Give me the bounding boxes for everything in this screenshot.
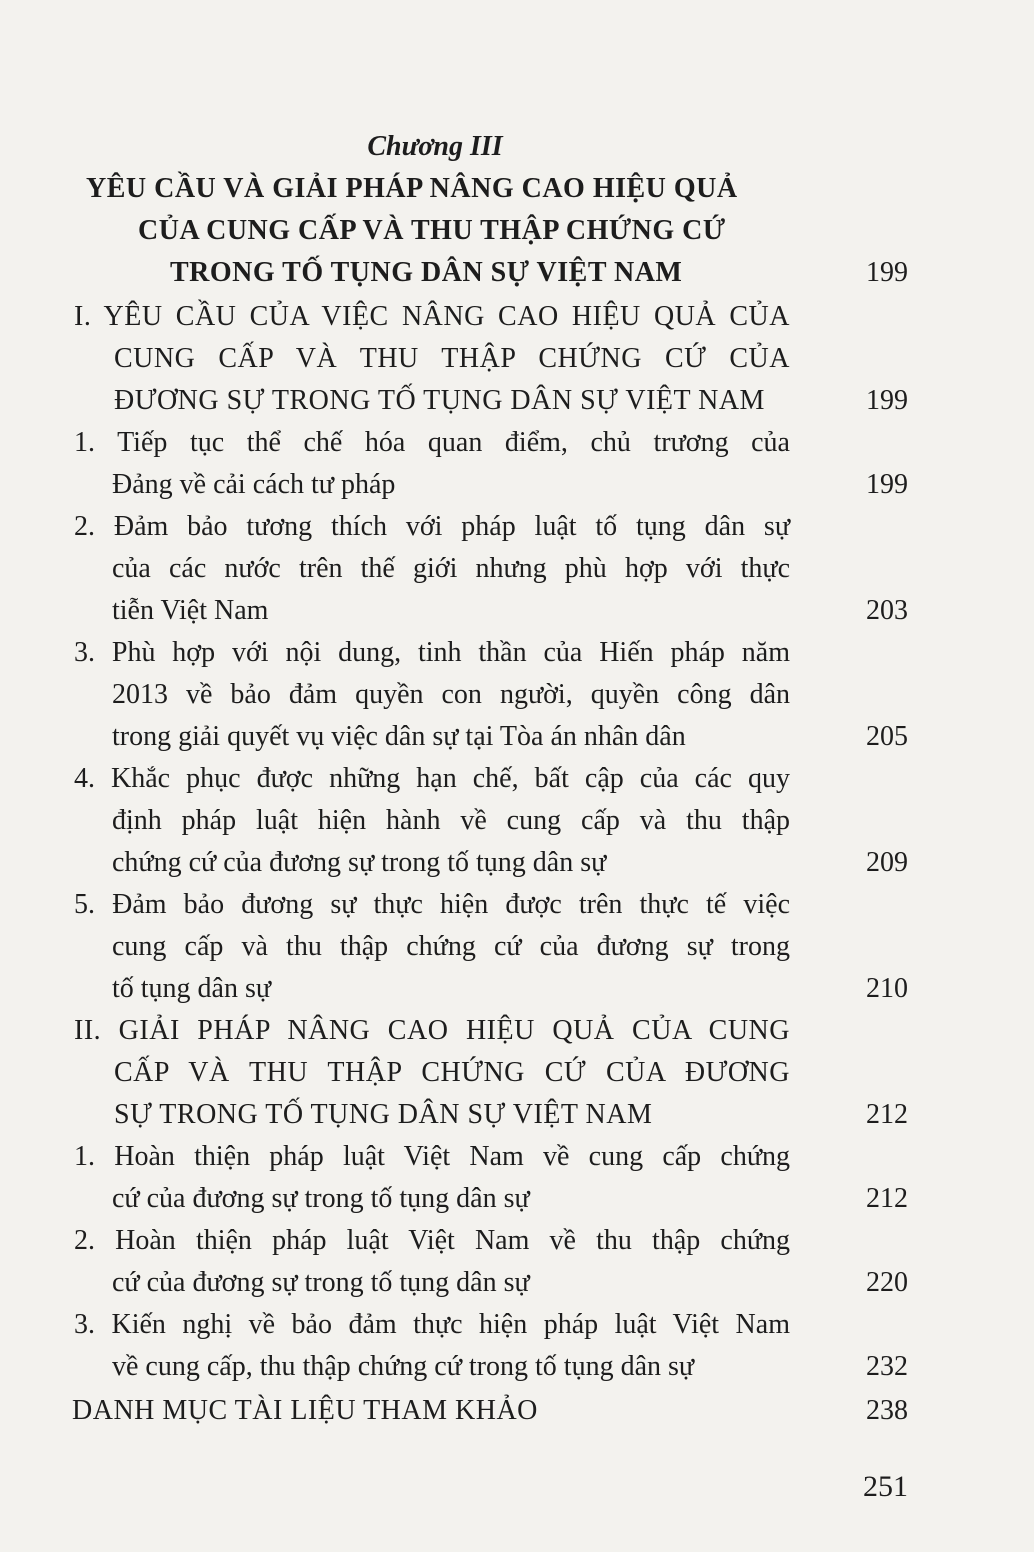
toc-entry-I-2-line-2: của các nước trên thế giới nhưng phù hợp với thực [112, 553, 790, 584]
toc-entry-I-3-line-2: 2013 về bảo đảm quyền con người, quyền công dân [112, 679, 790, 710]
toc-entry-I-line-3: ĐƯƠNG SỰ TRONG TỐ TỤNG DÂN SỰ VIỆT NAM [114, 385, 765, 416]
toc-entry-I-3-line-3: trong giải quyết vụ việc dân sự tại Tòa án nhân dân [112, 721, 686, 752]
toc-entry-I-3-page: 205 [866, 721, 908, 752]
toc-entry-II-line-2: CẤP VÀ THU THẬP CHỨNG CỨ CỦA ĐƯƠNG [114, 1057, 790, 1088]
toc-entry-I-4-line-1: 4. Khắc phục được những hạn chế, bất cập của các quy [74, 763, 790, 794]
toc-entry-I-4-page: 209 [866, 847, 908, 878]
toc-entry-I-1-line-1: 1. Tiếp tục thể chế hóa quan điểm, chủ trương của [74, 427, 790, 458]
toc-entry-II-2-line-1: 2. Hoàn thiện pháp luật Việt Nam về thu thập chứng [74, 1225, 790, 1256]
chapter-label: Chương III [367, 131, 503, 162]
toc-entry-I-3-line-1: 3. Phù hợp với nội dung, tinh thần của Hiến pháp năm [74, 637, 790, 668]
toc-entry-II-3-line-2: về cung cấp, thu thập chứng cứ trong tố tụng dân sự [112, 1351, 695, 1382]
toc-entry-I-page: 199 [866, 385, 908, 416]
toc-entry-I-5-line-3: tố tụng dân sự [112, 973, 272, 1004]
toc-entry-references-page: 238 [866, 1395, 908, 1426]
toc-entry-I-line-1: I. YÊU CẦU CỦA VIỆC NÂNG CAO HIỆU QUẢ CỦA [74, 301, 790, 332]
toc-entry-II-page: 212 [866, 1099, 908, 1130]
toc-entry-II-1-page: 212 [866, 1183, 908, 1214]
chapter-page-number: 199 [866, 257, 908, 288]
toc-entry-I-4-line-2: định pháp luật hiện hành về cung cấp và thu thập [112, 805, 790, 836]
toc-entry-I-5-line-1: 5. Đảm bảo đương sự thực hiện được trên thực tế việc [74, 889, 790, 920]
toc-entry-I-line-2: CUNG CẤP VÀ THU THẬP CHỨNG CỨ CỦA [114, 343, 790, 374]
toc-entry-I-2-line-3: tiễn Việt Nam [112, 595, 269, 626]
toc-entry-II-line-1: II. GIẢI PHÁP NÂNG CAO HIỆU QUẢ CỦA CUNG [74, 1015, 790, 1046]
toc-entry-I-5-line-2: cung cấp và thu thập chứng cứ của đương sự trong [112, 931, 790, 962]
toc-entry-I-4-line-3: chứng cứ của đương sự trong tố tụng dân sự [112, 847, 607, 878]
page-number: 251 [863, 1470, 908, 1503]
toc-entry-I-5-page: 210 [866, 973, 908, 1004]
toc-entry-II-3-page: 232 [866, 1351, 908, 1382]
chapter-title-line-1: YÊU CẦU VÀ GIẢI PHÁP NÂNG CAO HIỆU QUẢ [86, 173, 738, 204]
chapter-title-line-3: TRONG TỐ TỤNG DÂN SỰ VIỆT NAM [170, 257, 683, 288]
chapter-title-line-2: CỦA CUNG CẤP VÀ THU THẬP CHỨNG CỨ [138, 215, 726, 246]
toc-entry-I-1-line-2: Đảng về cải cách tư pháp [112, 469, 396, 500]
toc-entry-references: DANH MỤC TÀI LIỆU THAM KHẢO [72, 1395, 538, 1426]
toc-entry-II-2-line-2: cứ của đương sự trong tố tụng dân sự [112, 1267, 530, 1298]
toc-entry-II-3-line-1: 3. Kiến nghị về bảo đảm thực hiện pháp luật Việt Nam [74, 1309, 790, 1340]
toc-entry-I-1-page: 199 [866, 469, 908, 500]
toc-entry-II-2-page: 220 [866, 1267, 908, 1298]
toc-entry-II-1-line-1: 1. Hoàn thiện pháp luật Việt Nam về cung cấp chứng [74, 1141, 790, 1172]
toc-entry-II-line-3: SỰ TRONG TỐ TỤNG DÂN SỰ VIỆT NAM [114, 1099, 653, 1130]
toc-entry-I-2-page: 203 [866, 595, 908, 626]
toc-entry-I-2-line-1: 2. Đảm bảo tương thích với pháp luật tố tụng dân sự [74, 511, 790, 542]
toc-entry-II-1-line-2: cứ của đương sự trong tố tụng dân sự [112, 1183, 530, 1214]
